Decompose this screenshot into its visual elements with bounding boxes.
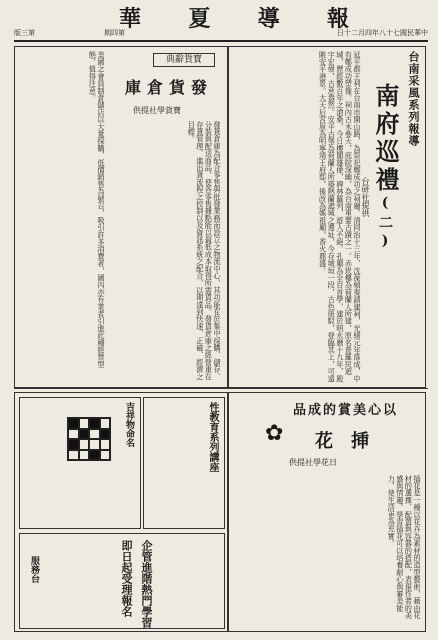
ad-box bbox=[19, 533, 225, 629]
warehouse-article bbox=[14, 46, 228, 388]
series-title: 台南采風系列報導 bbox=[407, 51, 420, 147]
article-byline: 台研社提供 bbox=[361, 177, 370, 217]
flower-title: 花挿 bbox=[315, 431, 387, 452]
side-box-title: 吉祥物命名 bbox=[124, 402, 134, 447]
ad-label: 服務台 bbox=[29, 556, 39, 583]
side-box bbox=[19, 397, 141, 529]
article-title: 南府巡禮(二) bbox=[371, 83, 400, 253]
tainan-article bbox=[228, 46, 426, 388]
masthead-char: 華 bbox=[119, 6, 152, 32]
warehouse-title: 庫倉貨發 bbox=[125, 78, 214, 97]
issue-date: 日十二月四年八十七國民華中 bbox=[337, 29, 428, 37]
flower-article bbox=[228, 392, 426, 632]
masthead-char: 導 bbox=[257, 6, 290, 32]
ad-line1: 企管進階熱門學習 bbox=[140, 540, 153, 628]
flower-icon: ✿ bbox=[265, 421, 284, 446]
series-box-title: 性教育系列講座 bbox=[207, 402, 218, 472]
lower-left-column bbox=[14, 392, 228, 632]
warehouse-body: 發貨倉庫為配合零售與批發業務而設立之物流中心，其功能在於集中採購、儲存、分裝與配送商品，使各零售據點能以最低成本取得所需貨品。發貨倉庫之經營重在存貨管理、進出貨流程之控制以及資訊系統之配合，以期達到快速、正確、經濟之目標。 bbox=[187, 121, 222, 381]
ad-line2: 即日起受理報名 bbox=[120, 540, 133, 617]
flower-body: 插花是一種以花卉為素材的造型藝術，藉由花材的選擇、配置與容器的搭配，表現作者的美感與情趣。學習插花可以培養耐心與審美能力，使生活更為充實。 bbox=[387, 475, 422, 619]
section-label: 典辭貨寶 bbox=[153, 53, 215, 67]
divider bbox=[14, 388, 428, 389]
masthead-title bbox=[119, 2, 359, 33]
page-number: 版三第 bbox=[14, 29, 35, 37]
article-body: 延平郡王祠在台南市開山路，為祭祀鄭成功之祠廟。清同治十三年，沈葆楨奏請建祠，光緒元年落成，中有鄭成功塑像。祠內古木參天，庭院深幽，為台南重要古蹟之一。赤崁樓為荷蘭人所建，原名普羅民遮城，歷經數百年之滄桑，今日樓閣雄偉，碑林羅列，遊人不絕。孔廟為全台首學，建於明永曆十九年，殿宇宏偉，古意盎然。安平古堡為荷蘭人所築熱蘭遮城之遺址，今存城垣一段，古色斑駁，登臨其上，可遠眺安平港景。大天后宮原為明寧靖王府邸，後改為媽祖廟，香火鼎盛。 bbox=[318, 51, 362, 383]
masthead-char: 夏 bbox=[188, 6, 221, 32]
flower-byline: 供提社學花日 bbox=[289, 458, 337, 467]
masthead bbox=[14, 6, 428, 42]
flower-headline: 品成的賞美心以 bbox=[293, 403, 399, 418]
series-box bbox=[143, 397, 225, 529]
warehouse-body-left: 美國之會員制倉儲店以大量採購、低價銷售為號召，吸引許多消費者，國內亦有業者引進此種經營型態，值得注意。 bbox=[88, 51, 106, 368]
warehouse-byline: 供提社學貨寶 bbox=[133, 106, 181, 115]
masthead-char: 報 bbox=[326, 6, 359, 32]
issue-number: 期四第 bbox=[104, 29, 125, 37]
